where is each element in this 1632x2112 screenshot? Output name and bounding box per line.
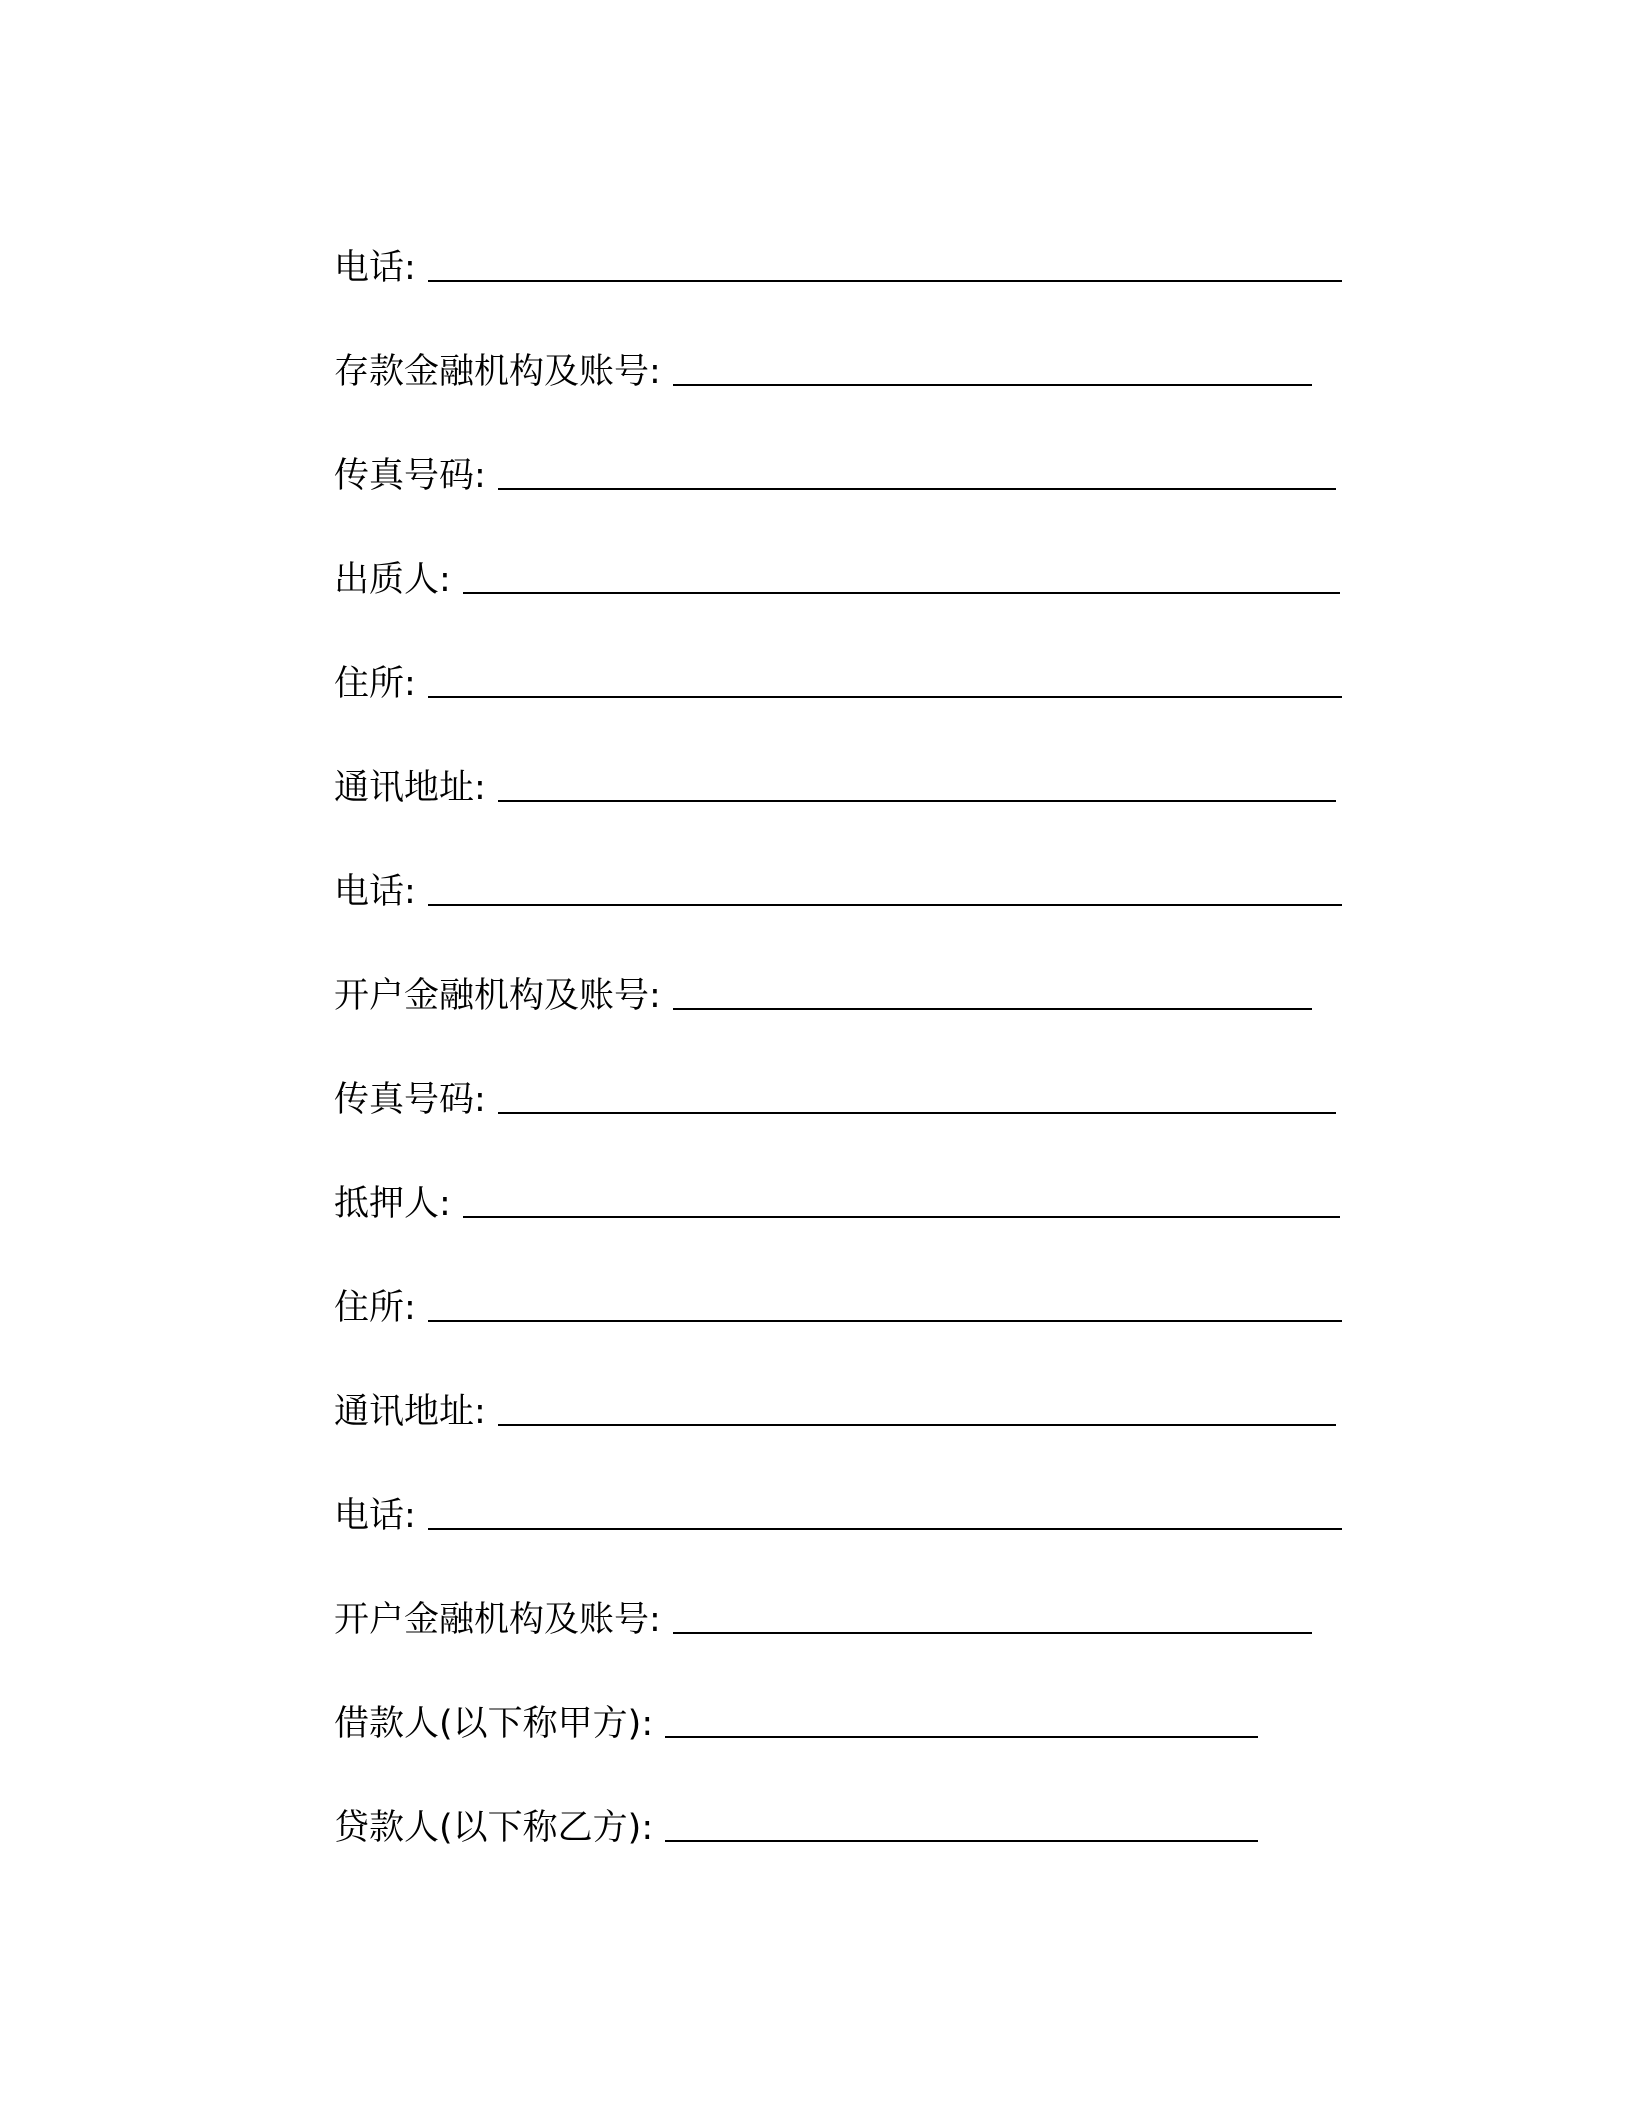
field-colon: : (649, 1600, 661, 1640)
field-label: 电话 (334, 248, 405, 288)
phone-blank-line (428, 280, 1342, 282)
field-colon: : (404, 872, 416, 912)
field-label: 住所 (334, 1288, 405, 1328)
field-label: 通讯地址 (334, 1392, 475, 1432)
field-colon: : (641, 1704, 654, 1744)
deposit-account-blank-line (673, 384, 1312, 386)
field-label: 通讯地址 (334, 768, 475, 808)
field-row-bank-account-1 (334, 914, 1344, 1018)
field-label: 电话 (334, 872, 405, 912)
field-row-fax-2 (334, 1018, 1344, 1122)
residence-blank-line (428, 696, 1342, 698)
field-colon: : (404, 1288, 416, 1328)
field-colon: : (474, 456, 486, 496)
field-row-mailing-address-1 (334, 706, 1344, 810)
mailing-address-blank-line (498, 1424, 1336, 1426)
field-label: 开户金融机构及账号 (334, 1600, 650, 1640)
field-colon: : (641, 1808, 654, 1848)
residence-blank-line (428, 1320, 1342, 1322)
field-colon: : (474, 768, 486, 808)
field-row-lender (334, 1746, 1344, 1850)
field-row-deposit-account (334, 290, 1344, 394)
field-colon: : (474, 1080, 486, 1120)
fax-blank-line (498, 488, 1336, 490)
field-label: 存款金融机构及账号 (334, 352, 650, 392)
field-colon: : (404, 664, 416, 704)
field-colon: : (439, 560, 451, 600)
field-colon: : (404, 248, 416, 288)
field-label: 出质人 (334, 560, 440, 600)
bank-account-blank-line (673, 1632, 1312, 1634)
field-row-borrower (334, 1642, 1344, 1746)
field-colon: : (649, 352, 661, 392)
mortgagor-blank-line (463, 1216, 1340, 1218)
field-label: 贷款人(以下称乙方) (334, 1808, 642, 1848)
field-colon: : (474, 1392, 486, 1432)
field-colon: : (649, 976, 661, 1016)
borrower-blank-line (665, 1736, 1258, 1738)
pledgor-blank-line (463, 592, 1340, 594)
field-label: 借款人(以下称甲方) (334, 1704, 642, 1744)
field-label: 传真号码 (334, 1080, 475, 1120)
field-row-bank-account-2 (334, 1538, 1344, 1642)
field-label: 开户金融机构及账号 (334, 976, 650, 1016)
mailing-address-blank-line (498, 800, 1336, 802)
bank-account-blank-line (673, 1008, 1312, 1010)
field-label: 传真号码 (334, 456, 475, 496)
field-row-fax-1 (334, 394, 1344, 498)
field-label: 住所 (334, 664, 405, 704)
lender-blank-line (665, 1840, 1258, 1842)
phone-blank-line (428, 904, 1342, 906)
fax-blank-line (498, 1112, 1336, 1114)
field-row-residence-1 (334, 602, 1344, 706)
field-colon: : (404, 1496, 416, 1536)
field-label: 抵押人 (334, 1184, 440, 1224)
field-label: 电话 (334, 1496, 405, 1536)
field-list (334, 186, 1344, 1850)
phone-blank-line (428, 1528, 1342, 1530)
field-row-residence-2 (334, 1226, 1344, 1330)
field-row-mortgagor (334, 1122, 1344, 1226)
field-row-pledgor (334, 498, 1344, 602)
field-row-phone-3 (334, 1434, 1344, 1538)
field-row-phone-1 (334, 186, 1344, 290)
field-row-phone-2 (334, 810, 1344, 914)
field-colon: : (439, 1184, 451, 1224)
field-row-mailing-address-2 (334, 1330, 1344, 1434)
